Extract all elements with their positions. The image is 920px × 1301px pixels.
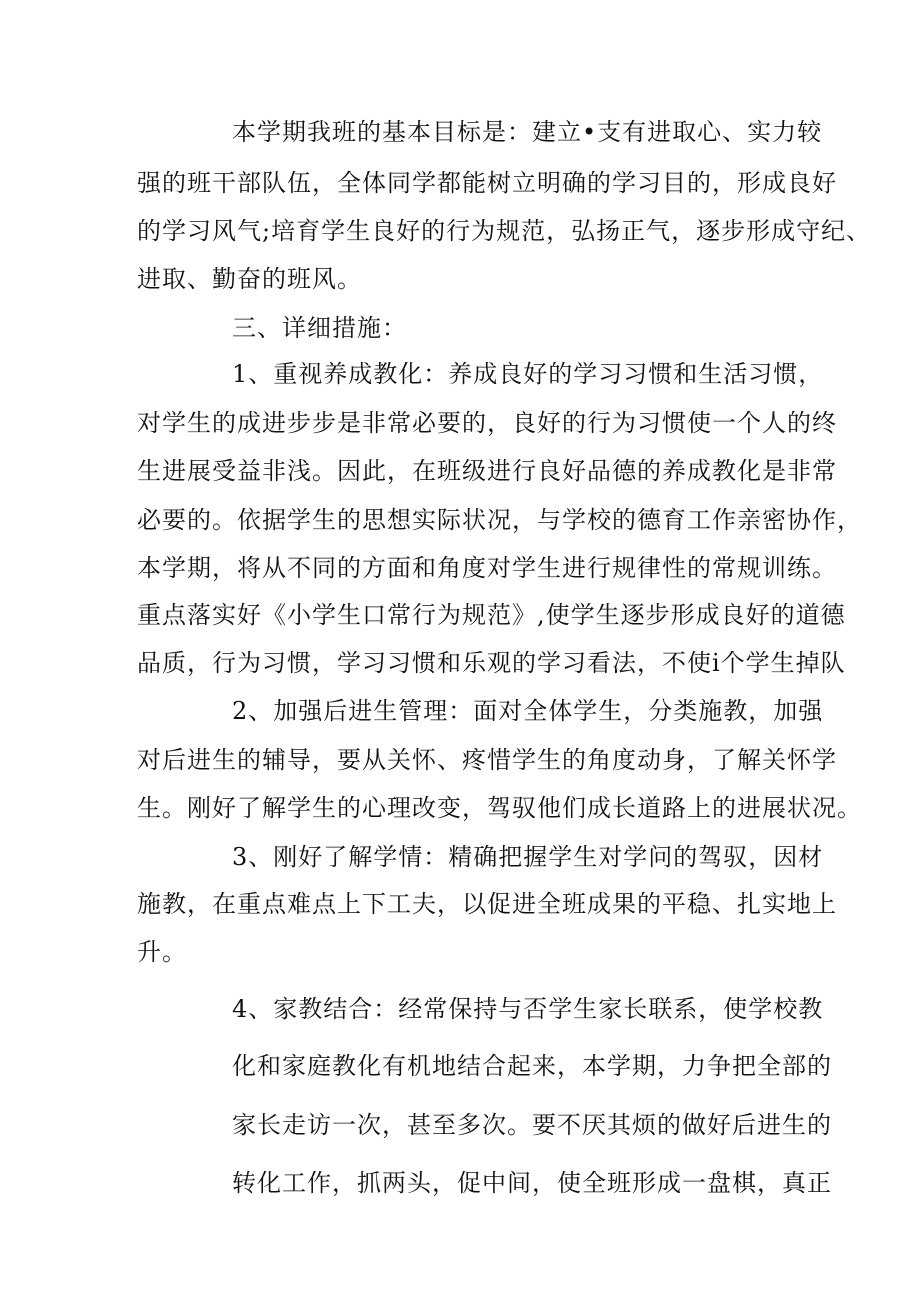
measure-3-line-3: 升。 [137, 938, 187, 966]
measure-2-line-3: 生。刚好了解学生的心理改变，驾驭他们成长道路上的进展状况。 [137, 794, 862, 822]
goal-paragraph-line-1: 本学期我班的基本目标是：建立•支有进取心、实力较 [232, 118, 823, 146]
measure-1-line-6: 重点落实好《小学生口常行为规范》,使学生逐步形成良好的道德 [137, 601, 846, 629]
measure-3-line-2: 施教，在重点难点上下工夫，以促进全班成果的平稳、扎实地上 [137, 890, 837, 918]
section-heading: 三、详细措施： [232, 314, 407, 342]
measure-2-line-2: 对后进生的辅导，要从关怀、疼惜学生的角度动身，了解关怀学 [137, 746, 837, 774]
measure-1-line-2: 对学生的成进步步是非常必要的，良好的行为习惯使一个人的终 [137, 409, 837, 437]
measure-1-line-7: 品质，行为习惯，学习习惯和乐观的学习看法，不使i个学生掉队 [137, 649, 846, 677]
measure-1-line-5: 本学期，将从不同的方面和角度对学生进行规律性的常规训练。 [137, 554, 837, 582]
measure-1-line-1: 1、重视养成教化：养成良好的学习习惯和生活习惯， [232, 360, 824, 388]
measure-4-line-1: 4、家教结合：经常保持与否学生家长联系，使学校教 [232, 995, 824, 1023]
goal-paragraph-line-2: 强的班干部队伍，全体同学都能树立明确的学习目的，形成良好 [137, 169, 837, 197]
measure-4-line-2: 化和家庭教化有机地结合起来，本学期，力争把全部的 [232, 1052, 832, 1080]
measure-4-line-3: 家长走访一次，甚至多次。要不厌其烦的做好后进生的 [232, 1111, 832, 1139]
measure-3-line-1: 3、刚好了解学情：精确把握学生对学问的驾驭，因材 [232, 843, 824, 871]
measure-1-line-4: 必要的。依据学生的思想实际状况，与学校的德育工作亲密协作， [137, 506, 862, 534]
measure-4-line-4: 转化工作，抓两头，促中间，使全班形成一盘棋，真正 [232, 1169, 832, 1197]
goal-paragraph-line-3: 的学习风气;培育学生良好的行为规范，弘扬正气，逐步形成守纪、 [137, 217, 872, 245]
measure-1-line-3: 生进展受益非浅。因此，在班级进行良好品德的养成教化是非常 [137, 457, 837, 485]
goal-paragraph-line-4: 进取、勤奋的班风。 [137, 265, 362, 293]
measure-2-line-1: 2、加强后进生管理：面对全体学生，分类施教，加强 [232, 697, 824, 725]
